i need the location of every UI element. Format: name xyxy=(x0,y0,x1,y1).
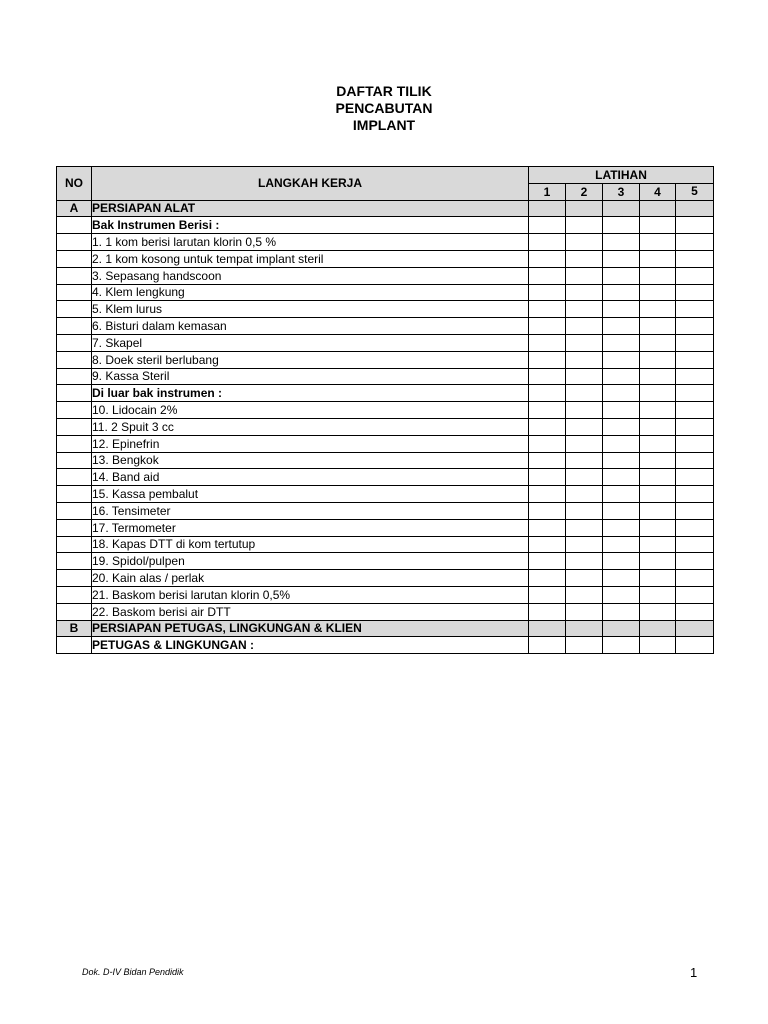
row-step-cell: 10. Lidocain 2% xyxy=(92,402,529,419)
session-3-check-cell[interactable] xyxy=(603,603,640,620)
header-no: NO xyxy=(57,167,92,201)
table-row xyxy=(57,267,714,284)
session-3-check-cell[interactable] xyxy=(603,301,640,318)
table-row xyxy=(57,301,714,318)
session-2-check-cell[interactable] xyxy=(566,603,603,620)
row-number-cell xyxy=(57,536,92,553)
row-step-cell: Di luar bak instrumen : xyxy=(92,385,529,402)
session-1-check-cell[interactable] xyxy=(529,200,566,217)
session-1-check-cell[interactable] xyxy=(529,553,566,570)
row-number-cell xyxy=(57,284,92,301)
session-2-check-cell[interactable] xyxy=(566,620,603,637)
row-number-cell xyxy=(57,385,92,402)
session-2-check-cell[interactable] xyxy=(566,553,603,570)
session-4-check-cell[interactable] xyxy=(640,368,676,385)
session-2-check-cell[interactable] xyxy=(566,250,603,267)
session-3-check-cell[interactable] xyxy=(603,620,640,637)
session-5-check-cell[interactable] xyxy=(676,502,714,519)
table-row xyxy=(57,502,714,519)
session-4-check-cell[interactable] xyxy=(640,435,676,452)
table-row xyxy=(57,586,714,603)
row-step-cell: PERSIAPAN ALAT xyxy=(92,200,529,217)
session-5-check-cell[interactable] xyxy=(676,385,714,402)
session-5-check-cell[interactable] xyxy=(676,284,714,301)
session-2-check-cell[interactable] xyxy=(566,351,603,368)
row-number-cell xyxy=(57,351,92,368)
row-step-cell: PERSIAPAN PETUGAS, LINGKUNGAN & KLIEN xyxy=(92,620,529,637)
session-5-check-cell[interactable] xyxy=(676,418,714,435)
session-5-check-cell[interactable] xyxy=(676,402,714,419)
session-1-check-cell[interactable] xyxy=(529,334,566,351)
session-5-check-cell[interactable] xyxy=(676,452,714,469)
row-number-cell xyxy=(57,402,92,419)
session-3-check-cell[interactable] xyxy=(603,452,640,469)
session-2-check-cell[interactable] xyxy=(566,469,603,486)
table-row xyxy=(57,250,714,267)
session-2-check-cell[interactable] xyxy=(566,234,603,251)
title-line-2: PENCABUTAN xyxy=(335,100,433,116)
session-2-check-cell[interactable] xyxy=(566,486,603,503)
session-4-check-cell[interactable] xyxy=(640,267,676,284)
header-session-4: 4 xyxy=(640,183,676,200)
session-4-check-cell[interactable] xyxy=(640,469,676,486)
session-1-check-cell[interactable] xyxy=(529,351,566,368)
document-title xyxy=(0,83,768,134)
session-4-check-cell[interactable] xyxy=(640,502,676,519)
session-2-check-cell[interactable] xyxy=(566,267,603,284)
table-row xyxy=(57,385,714,402)
session-4-check-cell[interactable] xyxy=(640,570,676,587)
row-step-cell: 6. Bisturi dalam kemasan xyxy=(92,318,529,335)
session-5-check-cell[interactable] xyxy=(676,267,714,284)
row-step-cell: 17. Termometer xyxy=(92,519,529,536)
table-row xyxy=(57,284,714,301)
session-5-check-cell[interactable] xyxy=(676,351,714,368)
session-5-check-cell[interactable] xyxy=(676,536,714,553)
session-4-check-cell[interactable] xyxy=(640,402,676,419)
session-2-check-cell[interactable] xyxy=(566,536,603,553)
table-row xyxy=(57,553,714,570)
header-session-3: 3 xyxy=(603,183,640,200)
row-step-cell: 5. Klem lurus xyxy=(92,301,529,318)
session-5-check-cell[interactable] xyxy=(676,553,714,570)
session-1-check-cell[interactable] xyxy=(529,637,566,654)
row-number-cell xyxy=(57,267,92,284)
session-1-check-cell[interactable] xyxy=(529,486,566,503)
session-4-check-cell[interactable] xyxy=(640,385,676,402)
session-2-check-cell[interactable] xyxy=(566,435,603,452)
row-number-cell xyxy=(57,250,92,267)
session-3-check-cell[interactable] xyxy=(603,469,640,486)
session-3-check-cell[interactable] xyxy=(603,637,640,654)
table-row xyxy=(57,620,714,637)
row-number-cell xyxy=(57,519,92,536)
row-step-cell: 20. Kain alas / perlak xyxy=(92,570,529,587)
session-2-check-cell[interactable] xyxy=(566,368,603,385)
session-1-check-cell[interactable] xyxy=(529,435,566,452)
session-1-check-cell[interactable] xyxy=(529,318,566,335)
table-header xyxy=(57,167,714,201)
session-1-check-cell[interactable] xyxy=(529,452,566,469)
session-5-check-cell[interactable] xyxy=(676,603,714,620)
session-1-check-cell[interactable] xyxy=(529,250,566,267)
session-3-check-cell[interactable] xyxy=(603,284,640,301)
row-step-cell: 15. Kassa pembalut xyxy=(92,486,529,503)
session-3-check-cell[interactable] xyxy=(603,200,640,217)
session-3-check-cell[interactable] xyxy=(603,418,640,435)
session-4-check-cell[interactable] xyxy=(640,334,676,351)
session-4-check-cell[interactable] xyxy=(640,217,676,234)
table-row xyxy=(57,536,714,553)
header-session-2: 2 xyxy=(566,183,603,200)
session-3-check-cell[interactable] xyxy=(603,435,640,452)
session-4-check-cell[interactable] xyxy=(640,250,676,267)
session-2-check-cell[interactable] xyxy=(566,637,603,654)
session-1-check-cell[interactable] xyxy=(529,267,566,284)
session-2-check-cell[interactable] xyxy=(566,586,603,603)
row-step-cell: 22. Baskom berisi air DTT xyxy=(92,603,529,620)
row-number-cell: B xyxy=(57,620,92,637)
row-step-cell: PETUGAS & LINGKUNGAN : xyxy=(92,637,529,654)
session-4-check-cell[interactable] xyxy=(640,536,676,553)
row-step-cell: 1. 1 kom berisi larutan klorin 0,5 % xyxy=(92,234,529,251)
session-4-check-cell[interactable] xyxy=(640,418,676,435)
header-latihan: LATIHAN xyxy=(529,167,714,184)
session-3-check-cell[interactable] xyxy=(603,368,640,385)
row-number-cell xyxy=(57,553,92,570)
table-row xyxy=(57,486,714,503)
row-number-cell xyxy=(57,502,92,519)
row-number-cell xyxy=(57,318,92,335)
session-1-check-cell[interactable] xyxy=(529,502,566,519)
session-1-check-cell[interactable] xyxy=(529,234,566,251)
session-4-check-cell[interactable] xyxy=(640,318,676,335)
session-5-check-cell[interactable] xyxy=(676,519,714,536)
table-row xyxy=(57,637,714,654)
table-row xyxy=(57,334,714,351)
session-2-check-cell[interactable] xyxy=(566,334,603,351)
session-2-check-cell[interactable] xyxy=(566,402,603,419)
table-row xyxy=(57,469,714,486)
session-4-check-cell[interactable] xyxy=(640,301,676,318)
session-3-check-cell[interactable] xyxy=(603,334,640,351)
session-4-check-cell[interactable] xyxy=(640,553,676,570)
session-3-check-cell[interactable] xyxy=(603,402,640,419)
session-3-check-cell[interactable] xyxy=(603,519,640,536)
row-step-cell: 11. 2 Spuit 3 cc xyxy=(92,418,529,435)
title-line-3: IMPLANT xyxy=(352,117,416,133)
table-row xyxy=(57,402,714,419)
row-step-cell: 19. Spidol/pulpen xyxy=(92,553,529,570)
session-1-check-cell[interactable] xyxy=(529,385,566,402)
session-4-check-cell[interactable] xyxy=(640,620,676,637)
session-4-check-cell[interactable] xyxy=(640,351,676,368)
session-2-check-cell[interactable] xyxy=(566,301,603,318)
session-4-check-cell[interactable] xyxy=(640,284,676,301)
row-number-cell xyxy=(57,570,92,587)
session-4-check-cell[interactable] xyxy=(640,234,676,251)
table-row xyxy=(57,570,714,587)
session-2-check-cell[interactable] xyxy=(566,284,603,301)
row-step-cell: 4. Klem lengkung xyxy=(92,284,529,301)
session-1-check-cell[interactable] xyxy=(529,402,566,419)
session-5-check-cell[interactable] xyxy=(676,318,714,335)
row-number-cell xyxy=(57,418,92,435)
row-step-cell: 7. Skapel xyxy=(92,334,529,351)
row-step-cell: 18. Kapas DTT di kom tertutup xyxy=(92,536,529,553)
session-3-check-cell[interactable] xyxy=(603,536,640,553)
session-5-check-cell[interactable] xyxy=(676,217,714,234)
session-5-check-cell[interactable] xyxy=(676,570,714,587)
session-2-check-cell[interactable] xyxy=(566,385,603,402)
session-3-check-cell[interactable] xyxy=(603,486,640,503)
session-5-check-cell[interactable] xyxy=(676,469,714,486)
row-number-cell xyxy=(57,301,92,318)
session-1-check-cell[interactable] xyxy=(529,570,566,587)
session-2-check-cell[interactable] xyxy=(566,418,603,435)
session-4-check-cell[interactable] xyxy=(640,200,676,217)
row-number-cell xyxy=(57,469,92,486)
session-5-check-cell[interactable] xyxy=(676,301,714,318)
session-3-check-cell[interactable] xyxy=(603,318,640,335)
session-4-check-cell[interactable] xyxy=(640,486,676,503)
row-number-cell xyxy=(57,586,92,603)
row-step-cell: 9. Kassa Steril xyxy=(92,368,529,385)
header-session-1: 1 xyxy=(529,183,566,200)
table-row xyxy=(57,418,714,435)
session-2-check-cell[interactable] xyxy=(566,217,603,234)
session-5-check-cell[interactable] xyxy=(676,368,714,385)
footer-page-number: 1 xyxy=(690,965,698,980)
session-4-check-cell[interactable] xyxy=(640,452,676,469)
row-step-cell: 3. Sepasang handscoon xyxy=(92,267,529,284)
row-number-cell: A xyxy=(57,200,92,217)
row-step-cell: 2. 1 kom kosong untuk tempat implant steril xyxy=(92,250,529,267)
session-3-check-cell[interactable] xyxy=(603,553,640,570)
table-row xyxy=(57,519,714,536)
row-step-cell: Bak Instrumen Berisi : xyxy=(92,217,529,234)
session-3-check-cell[interactable] xyxy=(603,351,640,368)
session-1-check-cell[interactable] xyxy=(529,620,566,637)
session-3-check-cell[interactable] xyxy=(603,250,640,267)
session-1-check-cell[interactable] xyxy=(529,217,566,234)
session-5-check-cell[interactable] xyxy=(676,200,714,217)
session-1-check-cell[interactable] xyxy=(529,284,566,301)
session-3-check-cell[interactable] xyxy=(603,570,640,587)
row-number-cell xyxy=(57,334,92,351)
row-number-cell xyxy=(57,637,92,654)
session-3-check-cell[interactable] xyxy=(603,502,640,519)
session-5-check-cell[interactable] xyxy=(676,586,714,603)
table-row xyxy=(57,603,714,620)
row-step-cell: 21. Baskom berisi larutan klorin 0,5% xyxy=(92,586,529,603)
session-4-check-cell[interactable] xyxy=(640,603,676,620)
table-row xyxy=(57,217,714,234)
table-row xyxy=(57,351,714,368)
table-row xyxy=(57,368,714,385)
session-1-check-cell[interactable] xyxy=(529,301,566,318)
session-5-check-cell[interactable] xyxy=(676,435,714,452)
session-1-check-cell[interactable] xyxy=(529,469,566,486)
row-step-cell: 12. Epinefrin xyxy=(92,435,529,452)
title-line-1: DAFTAR TILIK xyxy=(336,83,432,99)
session-1-check-cell[interactable] xyxy=(529,519,566,536)
session-5-check-cell[interactable] xyxy=(676,250,714,267)
table-row xyxy=(57,200,714,217)
row-step-cell: 13. Bengkok xyxy=(92,452,529,469)
session-5-check-cell[interactable] xyxy=(676,486,714,503)
session-1-check-cell[interactable] xyxy=(529,368,566,385)
session-4-check-cell[interactable] xyxy=(640,586,676,603)
session-2-check-cell[interactable] xyxy=(566,570,603,587)
table-row xyxy=(57,234,714,251)
row-number-cell xyxy=(57,603,92,620)
row-step-cell: 16. Tensimeter xyxy=(92,502,529,519)
session-3-check-cell[interactable] xyxy=(603,267,640,284)
table-body xyxy=(57,200,714,654)
session-5-check-cell[interactable] xyxy=(676,637,714,654)
session-3-check-cell[interactable] xyxy=(603,586,640,603)
session-2-check-cell[interactable] xyxy=(566,200,603,217)
session-2-check-cell[interactable] xyxy=(566,502,603,519)
table-row xyxy=(57,318,714,335)
row-step-cell: 8. Doek steril berlubang xyxy=(92,351,529,368)
session-4-check-cell[interactable] xyxy=(640,519,676,536)
session-2-check-cell[interactable] xyxy=(566,519,603,536)
row-number-cell xyxy=(57,217,92,234)
session-1-check-cell[interactable] xyxy=(529,603,566,620)
session-2-check-cell[interactable] xyxy=(566,318,603,335)
row-number-cell xyxy=(57,452,92,469)
session-5-check-cell[interactable] xyxy=(676,620,714,637)
session-3-check-cell[interactable] xyxy=(603,385,640,402)
checklist-table xyxy=(56,166,714,654)
session-5-check-cell[interactable] xyxy=(676,234,714,251)
row-number-cell xyxy=(57,486,92,503)
session-5-check-cell[interactable] xyxy=(676,334,714,351)
row-number-cell xyxy=(57,234,92,251)
row-step-cell: 14. Band aid xyxy=(92,469,529,486)
header-session-5: 5 xyxy=(676,183,714,200)
table-row xyxy=(57,435,714,452)
session-2-check-cell[interactable] xyxy=(566,452,603,469)
session-1-check-cell[interactable] xyxy=(529,536,566,553)
row-number-cell xyxy=(57,435,92,452)
table-row xyxy=(57,452,714,469)
session-4-check-cell[interactable] xyxy=(640,637,676,654)
session-1-check-cell[interactable] xyxy=(529,586,566,603)
session-1-check-cell[interactable] xyxy=(529,418,566,435)
session-3-check-cell[interactable] xyxy=(603,217,640,234)
header-langkah-kerja: LANGKAH KERJA xyxy=(92,167,529,201)
footer-document-label: Dok. D-IV Bidan Pendidik xyxy=(82,967,184,977)
session-3-check-cell[interactable] xyxy=(603,234,640,251)
row-number-cell xyxy=(57,368,92,385)
